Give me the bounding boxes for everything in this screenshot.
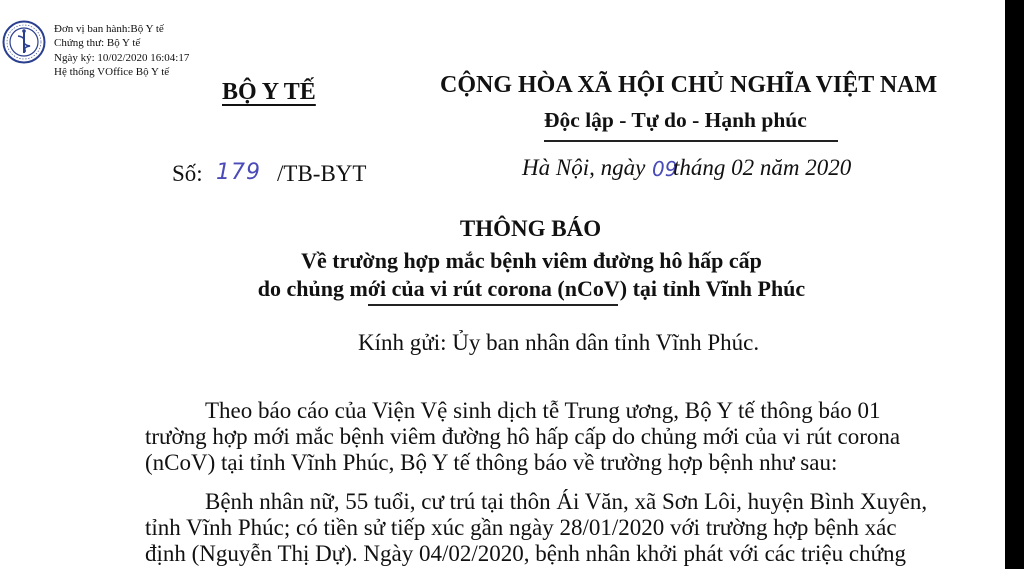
- national-motto: Độc lập - Tự do - Hạnh phúc: [544, 108, 807, 132]
- document-type-title: THÔNG BÁO: [459, 216, 602, 241]
- signature-issuer: Đơn vị ban hành:Bộ Y tế: [54, 23, 164, 35]
- document-number-suffix: /TB-BYT: [277, 161, 367, 186]
- body-paragraph-1-line-3: (nCoV) tại tỉnh Vĩnh Phúc, Bộ Y tế thông báo về trường hợp bệnh như sau:: [145, 450, 838, 475]
- ministry-seal-icon: [2, 20, 46, 64]
- subject-line-2: do chủng mới của vi rút corona (nCoV) tại tỉnh Vĩnh Phúc: [257, 276, 806, 301]
- subject-line-1: Về trường hợp mắc bệnh viêm đường hô hấp cấp: [301, 248, 762, 273]
- place-date-suffix: tháng 02 năm 2020: [673, 155, 852, 180]
- body-paragraph-2-line-1: Bệnh nhân nữ, 55 tuổi, cư trú tại thôn Ái Văn, xã Sơn Lôi, huyện Bình Xuyên,: [205, 489, 928, 514]
- issuing-agency: BỘ Y TẾ: [222, 79, 316, 105]
- body-paragraph-1-line-2: trường hợp mới mắc bệnh viêm đường hô hấp cấp do chủng mới của vi rút corona: [145, 424, 901, 449]
- body-paragraph-2-line-2: tỉnh Vĩnh Phúc; có tiền sử tiếp xúc gần ngày 28/01/2020 với trường hợp bệnh xác: [145, 515, 897, 540]
- motto-underline: [544, 140, 838, 142]
- signature-details: [54, 22, 189, 79]
- handwritten-document-number: 179: [216, 160, 261, 185]
- body-paragraph-2-line-3: định (Nguyễn Thị Dự). Ngày 04/02/2020, bệnh nhân khởi phát với các triệu chứng: [145, 541, 907, 566]
- signature-system: Hệ thống VOffice Bộ Y tế: [54, 65, 170, 78]
- subject-underline: [368, 304, 618, 306]
- handwritten-day: 09: [652, 157, 678, 181]
- document-number-prefix: Số:: [172, 161, 203, 186]
- place-date-prefix: Hà Nội, ngày: [522, 155, 646, 180]
- signature-certificate: Chứng thư: Bộ Y tế: [54, 37, 141, 50]
- body-paragraph-1-line-1: Theo báo cáo của Viện Vệ sinh dịch tễ Trung ương, Bộ Y tế thông báo 01: [205, 398, 881, 423]
- signature-date: Ngày ký: 10/02/2020 16:04:17: [54, 51, 190, 64]
- recipient-line: Kính gửi: Ủy ban nhân dân tỉnh Vĩnh Phúc.: [358, 330, 760, 355]
- national-title: CỘNG HÒA XÃ HỘI CHỦ NGHĨA VIỆT NAM: [440, 72, 938, 98]
